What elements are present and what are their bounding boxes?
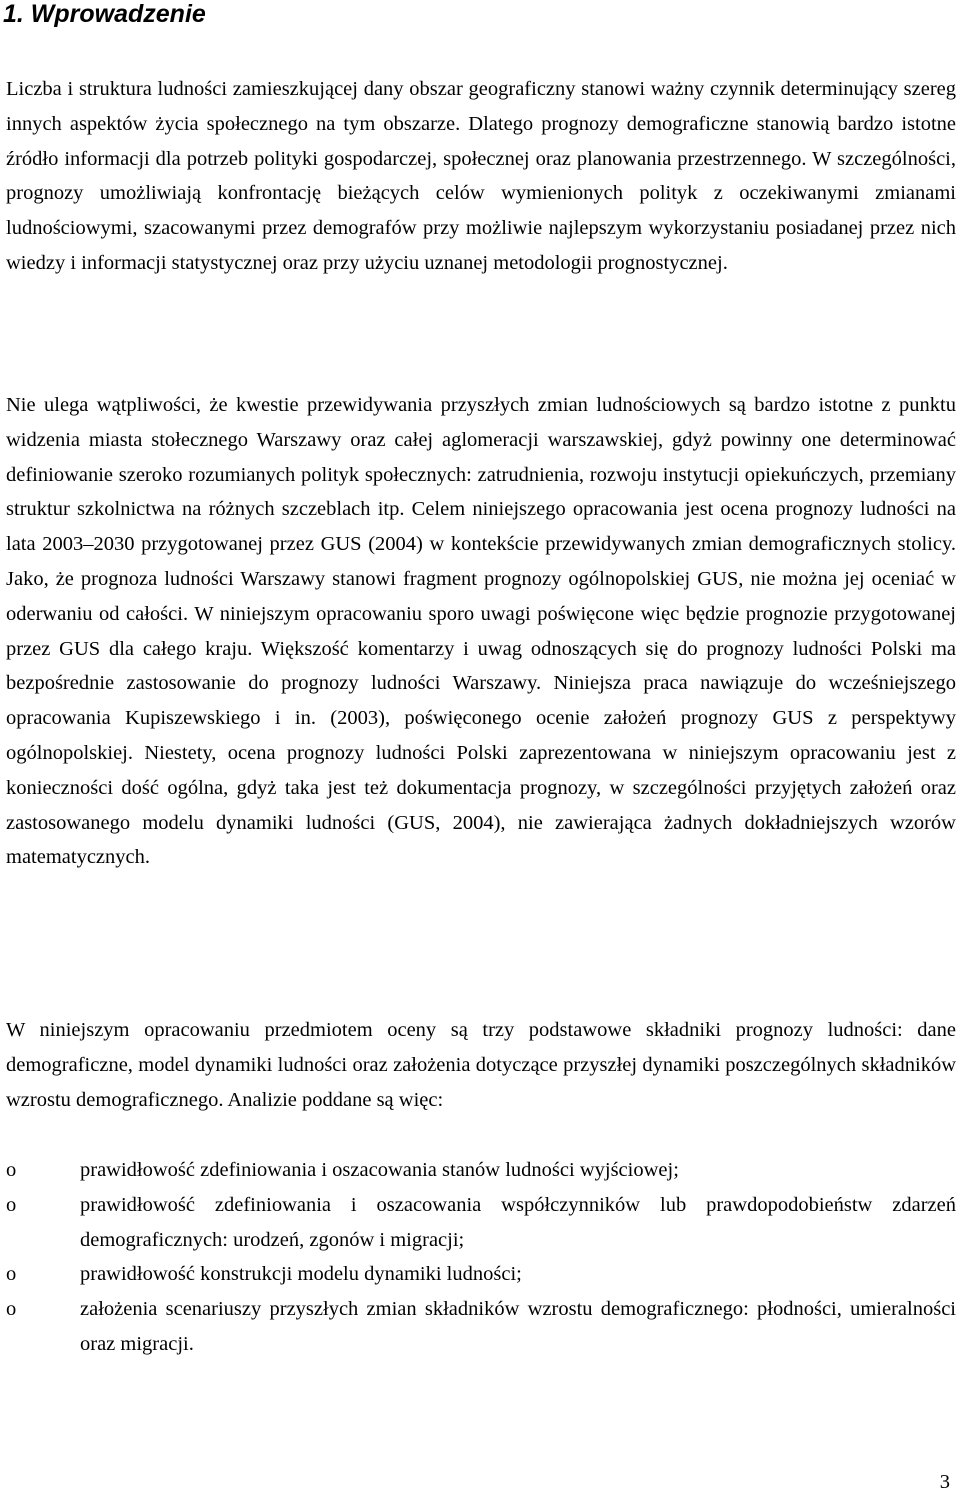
analysis-list xyxy=(6,1153,956,1362)
list-item-text: prawidłowość zdefiniowania i oszacowania stanów ludności wyjściowej; xyxy=(80,1159,679,1181)
list-item xyxy=(6,1188,956,1258)
paragraph-scope: W niniejszym opracowaniu przedmiotem oceny są trzy podstawowe składniki prognozy ludności: dane demograficzne, model dynamiki ludności oraz założenia dotyczące przyszłej dynamiki poszczególnych składników wzrostu demograficznego. Analizie poddane są więc: xyxy=(6,1019,956,1111)
page-number: 3 xyxy=(939,1471,950,1493)
section-heading: 1. Wprowadzenie xyxy=(3,0,206,28)
list-item-text: założenia scenariuszy przyszłych zmian składników wzrostu demograficznego: płodności, umieralności oraz migracji. xyxy=(80,1298,956,1355)
list-item xyxy=(6,1292,956,1362)
paragraph-introduction: Liczba i struktura ludności zamieszkującej dany obszar geograficzny stanowi ważny czynnik determinujący szereg innych aspektów życia społecznego na tym obszarze. Dlatego prognozy demograficzne stanowią bardzo istotne źródło informacji dla potrzeb polityki gospodarczej, społecznej oraz planowania przestrzennego. W szczególności, prognozy umożliwiają konfrontację bieżących celów wymienionych polityk z oczekiwanymi zmianami ludnościowymi, szacowanymi przez demografów przy możliwie najlepszym wykorzystaniu posiadanej przez nich wiedzy i informacji statystycznej oraz przy użyciu uznanej metodologii prognostycznej. xyxy=(6,78,956,274)
list-item-text: prawidłowość konstrukcji modelu dynamiki ludności; xyxy=(80,1263,522,1286)
bullet-marker: o xyxy=(6,1263,17,1286)
list-item xyxy=(6,1153,956,1188)
bullet-marker: o xyxy=(6,1193,17,1216)
list-item-text: prawidłowość zdefiniowania i oszacowania współczynników lub prawdopodobieństw zdarzeń demograficznych: urodzeń, zgonów i migracji; xyxy=(80,1193,956,1251)
list-item xyxy=(6,1257,956,1292)
bullet-marker: o xyxy=(6,1298,17,1321)
paragraph-purpose: Nie ulega wątpliwości, że kwestie przewidywania przyszłych zmian ludnościowych są bardzo istotne z punktu widzenia miasta stołecznego Warszawy oraz całej aglomeracji warszawskiej, gdyż powinny one determinować definiowanie szeroko rozumianych polityk społecznych: zatrudnienia, rozwoju instytucji opiekuńczych, przemiany struktur szkolnictwa na różnych szczeblach itp. Celem niniejszego opracowania jest ocena prognozy ludności na lata 2003–2030 przygotowanej przez GUS (2004) w kontekście przewidywanych zmian demograficznych stolicy. Jako, że prognoza ludności Warszawy stanowi fragment prognozy ogólnopolskiej GUS, nie można jej oceniać w oderwaniu od całości. W niniejszym opracowaniu sporo uwagi poświęcone więc będzie prognozie przygotowanej przez GUS dla całego kraju. Większość komentarzy i uwag odnoszących się do prognozy ludności Polski ma bezpośrednie zastosowanie do prognozy ludności Warszawy. Niniejsza praca nawiązuje do wcześniejszego opracowania Kupiszewskiego i in. (2003), poświęconego ocenie założeń prognozy GUS z perspektywy ogólnopolskiej. Niestety, ocena prognozy ludności Polski zaprezentowana w niniejszym opracowaniu jest z konieczności dość ogólna, gdyż taka jest też dokumentacja prognozy, w szczególności przyjętych założeń oraz zastosowanego modelu dynamiki ludności (GUS, 2004), nie zawierająca żadnych dokładniejszych wzorów matematycznych. xyxy=(6,394,956,869)
bullet-marker: o xyxy=(6,1159,17,1181)
